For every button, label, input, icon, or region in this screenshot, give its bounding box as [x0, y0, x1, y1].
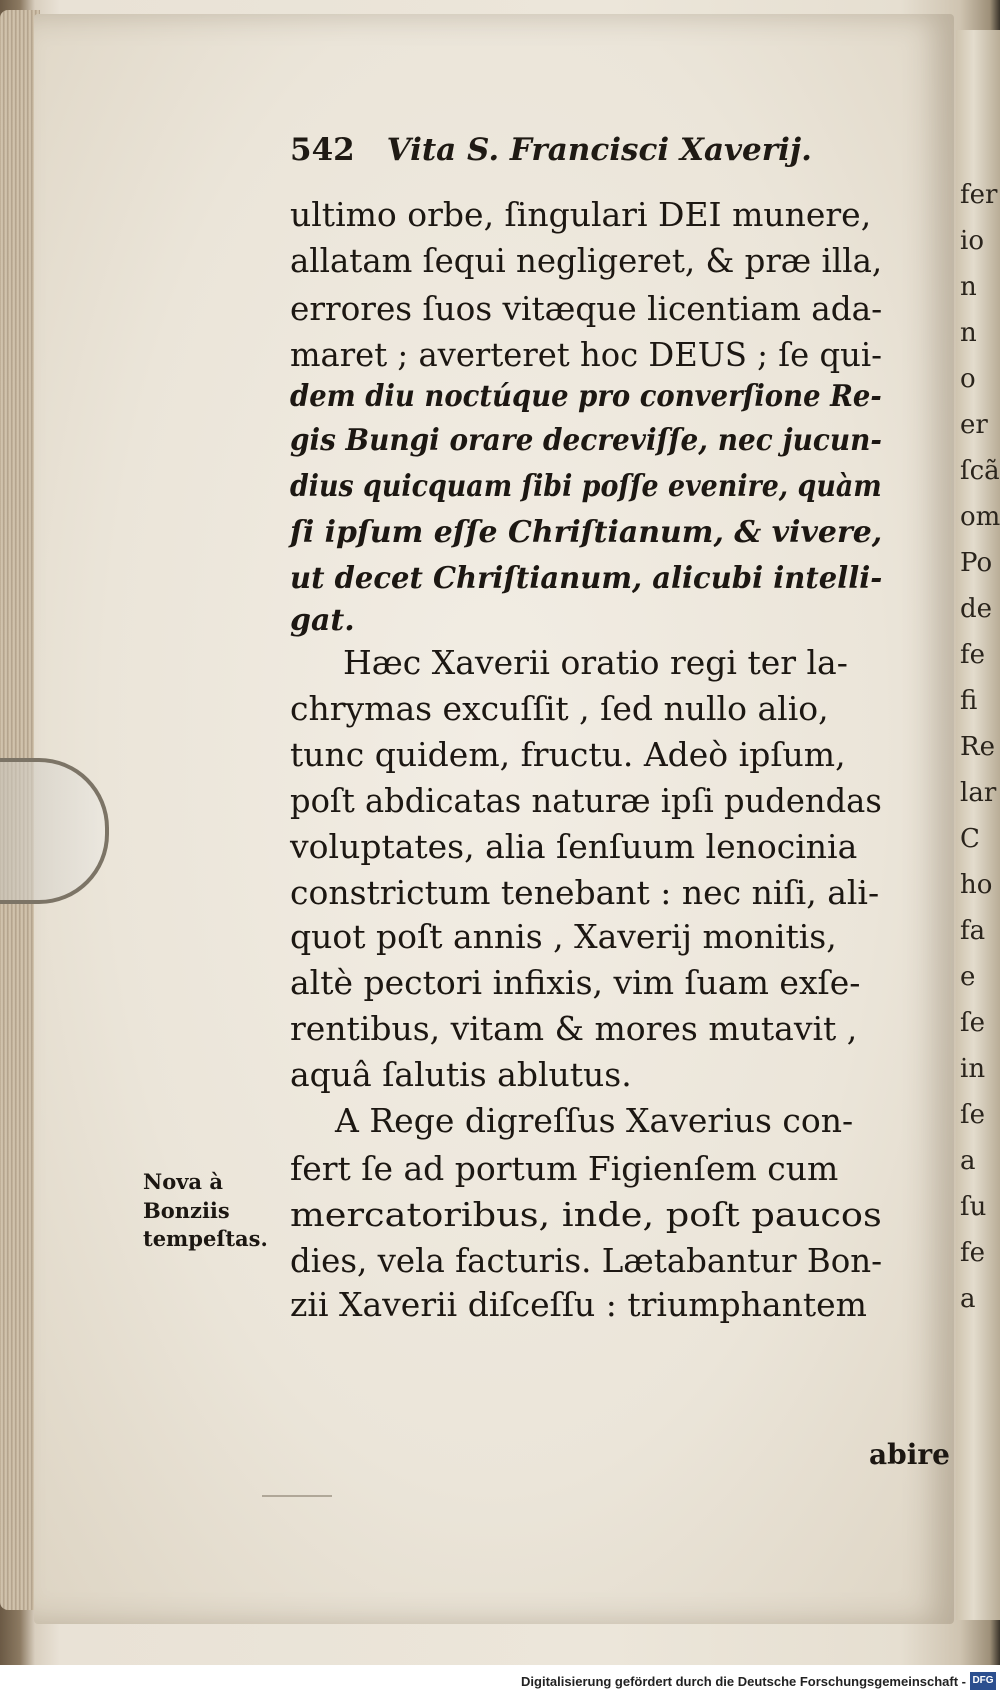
facing-page-fragment: fe: [960, 640, 986, 670]
text-line: allatam ſequi negligeret, & præ illa,: [290, 241, 883, 280]
facing-page-fragment: om: [960, 502, 1000, 532]
facing-page-edge: [956, 30, 1000, 1620]
facing-page-fragment: ho: [960, 870, 993, 900]
text-line: poſt abdicatas naturæ ipſi pudendas: [290, 781, 882, 820]
margin-note-line: Nova à: [143, 1169, 223, 1194]
text-line: altè pectori infixis, vim ſuam exſe-: [290, 963, 861, 1002]
facing-page-fragment: ſe: [960, 1100, 986, 1130]
text-line: maret ; averteret hoc DEUS ; ſe qui-: [290, 335, 883, 374]
text-line: errores ſuos vitæque licentiam ada-: [290, 289, 883, 328]
facing-page-fragment: e: [960, 962, 976, 992]
facing-page-fragment: n: [960, 318, 977, 348]
text-line: quot poſt annis , Xaverij monitis,: [290, 917, 837, 956]
margin-note-line: tempeſtas.: [143, 1226, 268, 1252]
text-line: tunc quidem, fructu. Adeò ipſum,: [290, 735, 846, 774]
text-line: A Rege digreſſus Xaverius con-: [335, 1101, 854, 1140]
text-line: dem diu noctúque pro converſione Re-: [290, 379, 882, 414]
facing-page-fragment: fi: [960, 686, 978, 716]
text-line: ſi ipſum eſſe Chriſtianum, & vivere,: [290, 515, 883, 550]
facing-page-fragment: de: [960, 594, 993, 624]
page-header: [290, 132, 812, 168]
text-line: chrymas excuſſit , ſed nullo alio,: [290, 689, 829, 728]
facing-page-fragment: er: [960, 410, 988, 440]
text-line: voluptates, alia ſenſuum lenocinia: [290, 827, 858, 866]
text-line: rentibus, vitam & mores mutavit ,: [290, 1009, 858, 1048]
margin-note-line: Bonziis: [143, 1197, 230, 1223]
facing-page-fragment: ſe: [960, 1008, 986, 1038]
text-line: zii Xaverii diſceſſu : triumphantem: [290, 1285, 867, 1324]
facing-page-fragment: lar: [960, 778, 997, 808]
text-line: constrictum tenebant : nec niſi, ali-: [290, 873, 880, 912]
footer-bar: [0, 1665, 1000, 1701]
footer-credit: Digitalisierung gefördert durch die Deutsche Forschungsgemeinschaft -: [521, 1674, 966, 1689]
facing-page-fragment: C: [960, 824, 980, 854]
facing-page-fragment: fe: [960, 1238, 986, 1268]
facing-page-fragment: a: [960, 1146, 976, 1176]
facing-page-fragment: n: [960, 272, 977, 302]
text-line: ut decet Chriſtianum, alicubi intelli-: [290, 561, 883, 596]
text-line: ultimo orbe, ſingulari DEI munere,: [290, 195, 872, 234]
text-line: gis Bungi orare decreviſſe, nec jucun-: [290, 423, 883, 458]
facing-page-fragment: Re: [960, 732, 995, 762]
facing-page-fragment: ſu: [960, 1192, 987, 1222]
facing-page-fragment: fa: [960, 916, 986, 946]
text-line: aquâ ſalutis ablutus.: [290, 1055, 632, 1094]
text-line: gat.: [290, 603, 355, 638]
facing-page-fragment: io: [960, 226, 984, 256]
facing-page-fragment: Po: [960, 548, 993, 578]
margin-note: [143, 1168, 268, 1254]
text-line: mercatoribus, inde, poſt paucos: [290, 1195, 882, 1234]
text-line: Hæc Xaverii oratio regi ter la-: [343, 643, 848, 682]
text-line: dius quicquam ſibi poſſe evenire, quàm: [290, 469, 882, 504]
facing-page-fragment: in: [960, 1054, 986, 1084]
dfg-logo: DFG: [970, 1672, 996, 1690]
catchword: abire: [869, 1438, 950, 1471]
facing-page-fragment: o: [960, 364, 976, 394]
facing-page-fragment: fer: [960, 180, 998, 210]
page-number: 542: [290, 132, 355, 168]
text-line: dies, vela facturis. Lætabantur Bon-: [290, 1241, 883, 1280]
ornament: [262, 1495, 332, 1497]
running-title: Vita S. Francisci Xaverij.: [386, 132, 812, 168]
text-line: fert ſe ad portum Figienſem cum: [290, 1149, 839, 1188]
facing-page-fragment: a: [960, 1284, 976, 1314]
facing-page-fragment: ſcã: [960, 456, 1000, 486]
